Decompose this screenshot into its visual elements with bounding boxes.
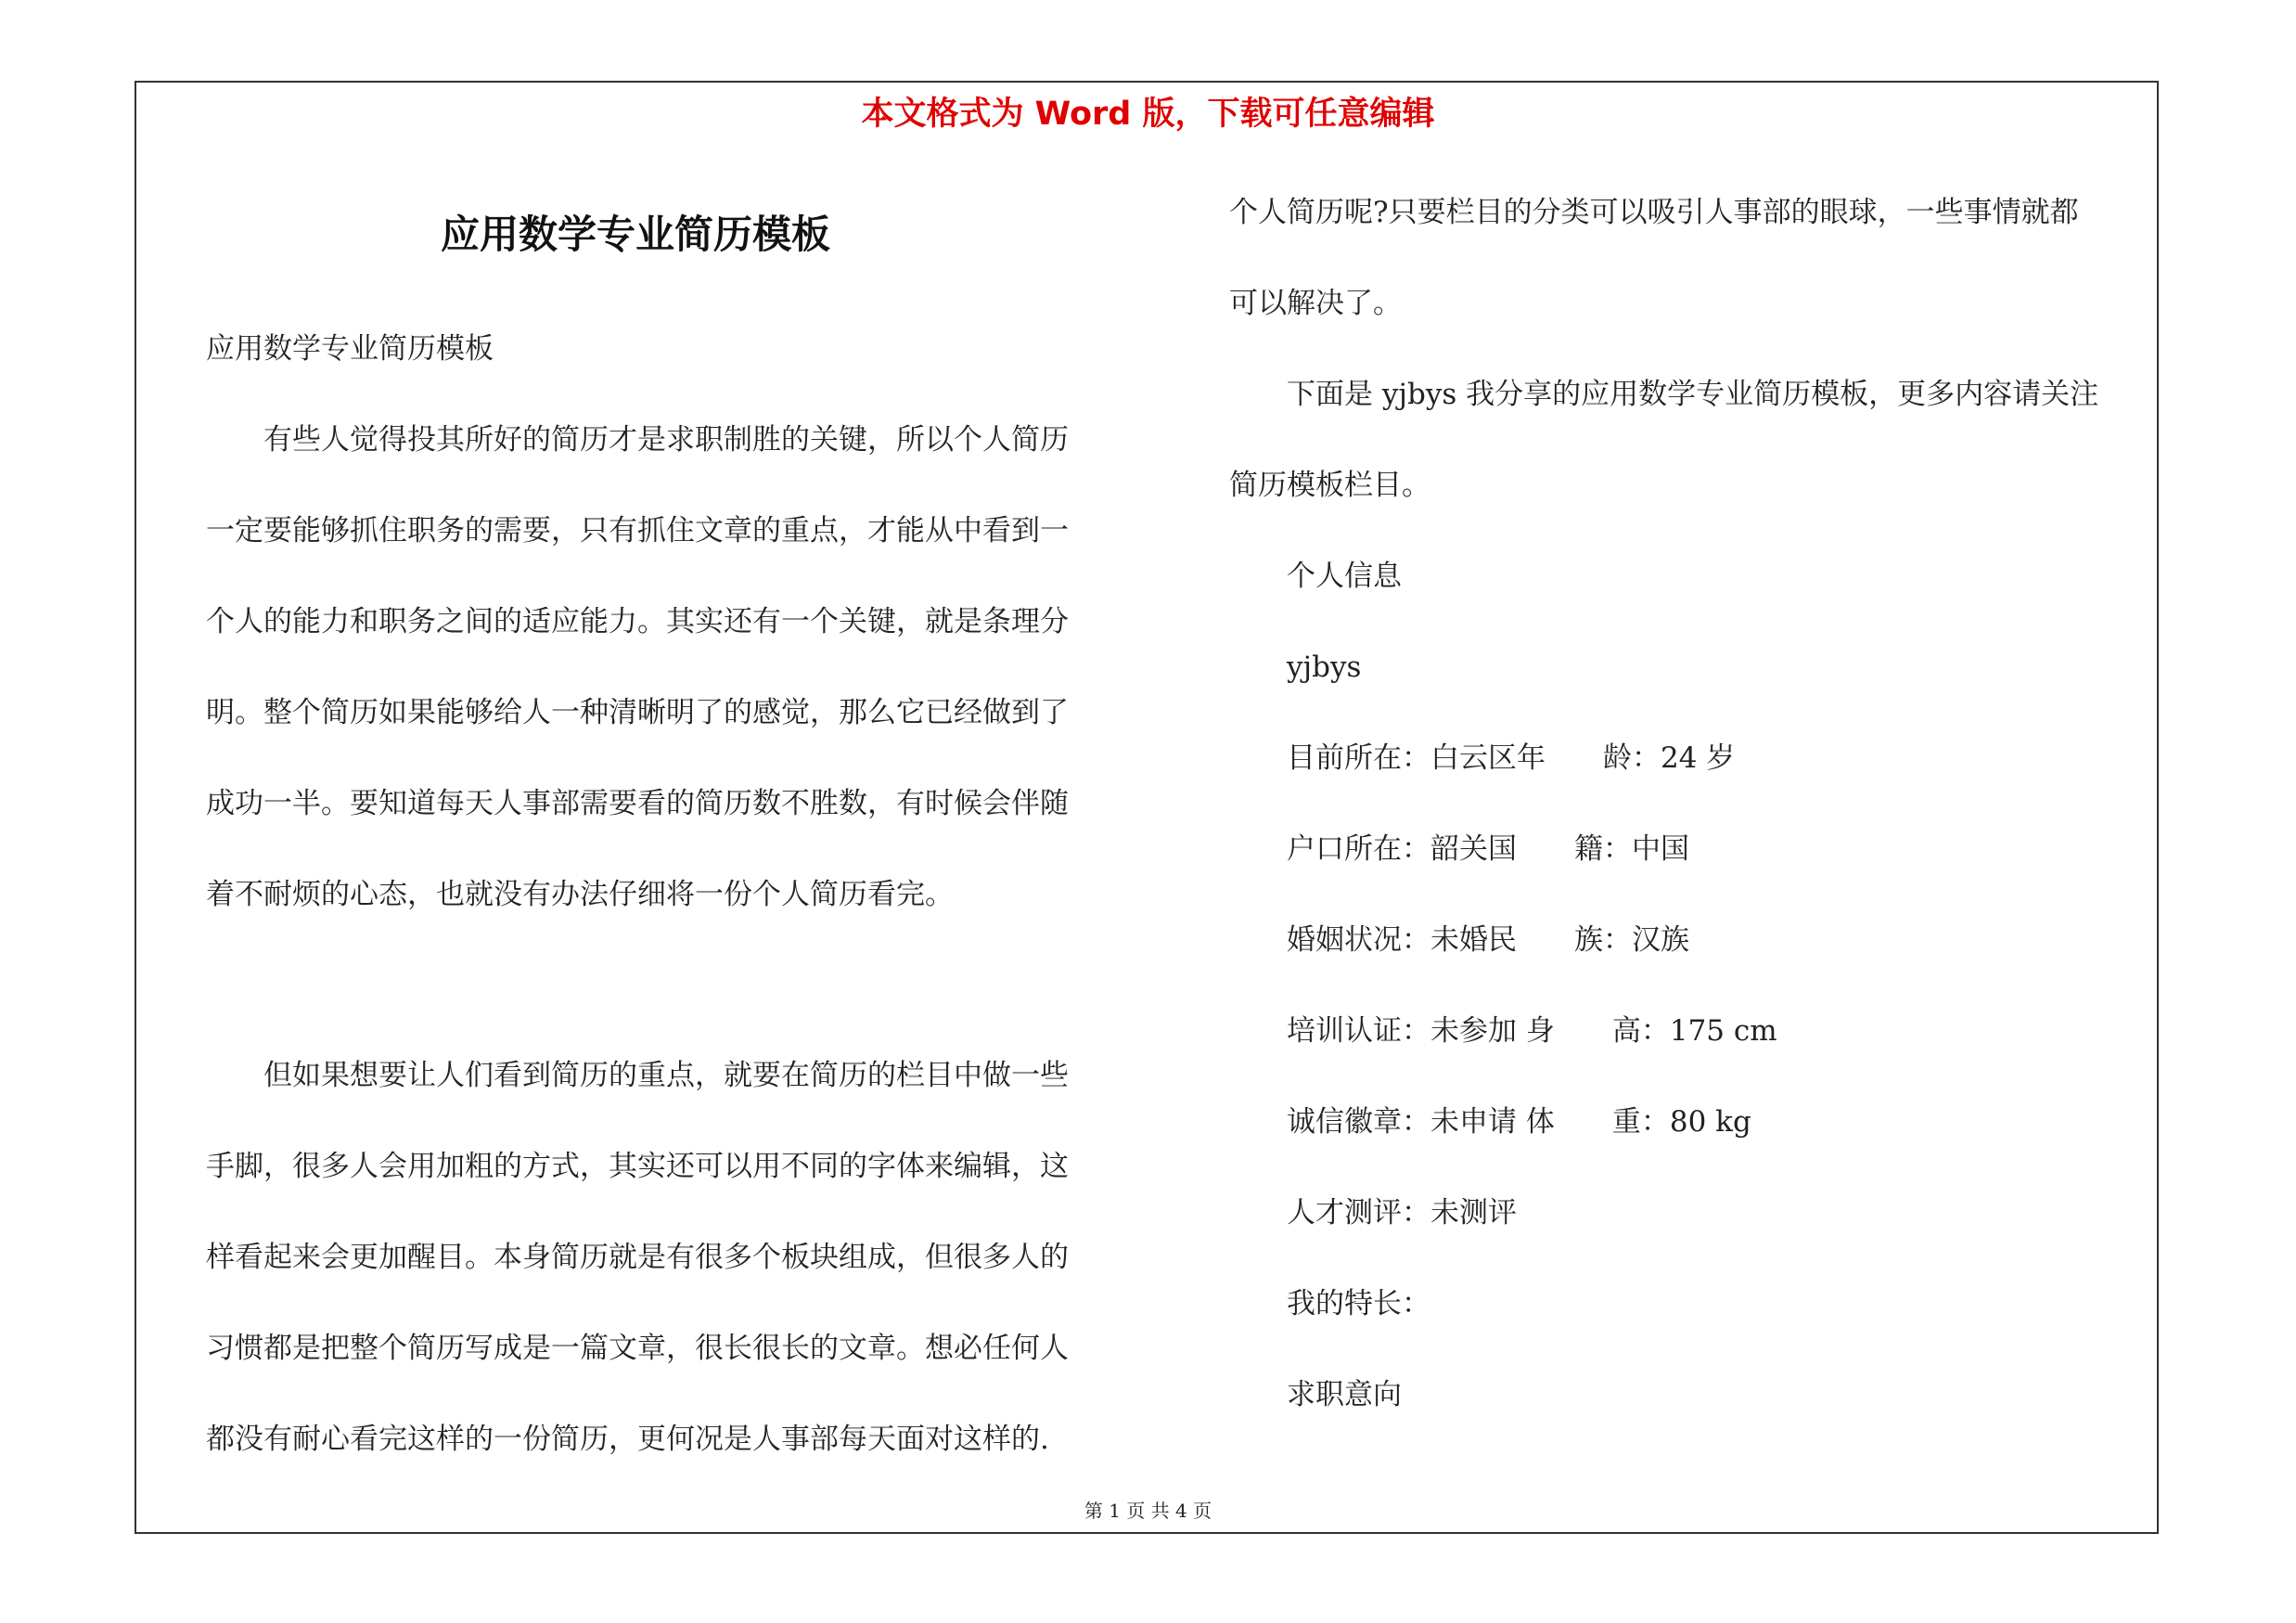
paragraph-line: 个人的能力和职务之间的适应能力。其实还有一个关键，就是条理分 bbox=[206, 605, 1069, 638]
paragraph-line: 下面是 yjbys 我分享的应用数学专业简历模板，更多内容请关注 bbox=[1287, 378, 2099, 411]
paragraph-line: 都没有耐心看完这样的一份简历，更何况是人事部每天面对这样的. bbox=[206, 1423, 1049, 1456]
info-line: 户口所在：韶关国 籍：中国 bbox=[1287, 832, 1689, 866]
paragraph-line: 可以解决了。 bbox=[1229, 287, 1402, 320]
info-line: 人才测评：未测评 bbox=[1287, 1196, 1517, 1230]
paragraph-line: 但如果想要让人们看到简历的重点，就要在简历的栏目中做一些 bbox=[263, 1059, 1069, 1092]
paragraph-line: 样看起来会更加醒目。本身简历就是有很多个板块组成，但很多人的 bbox=[206, 1241, 1069, 1274]
subtitle: 应用数学专业简历模板 bbox=[206, 332, 494, 366]
paragraph-line: 个人简历呢?只要栏目的分类可以吸引人事部的眼球，一些事情就都 bbox=[1229, 196, 2079, 229]
info-line: 诚信徽章：未申请 体 重：80 kg bbox=[1287, 1105, 1751, 1139]
left-column-second bbox=[206, 1030, 1124, 1485]
info-line: 婚姻状况：未婚民 族：汉族 bbox=[1287, 923, 1689, 957]
page-number: 第 1 页 共 4 页 bbox=[1084, 1500, 1212, 1522]
section-heading: 求职意向 bbox=[1287, 1378, 1402, 1411]
paragraph-line: 有些人觉得投其所好的简历才是求职制胜的关键，所以个人简历 bbox=[263, 423, 1069, 457]
paragraph-line: 成功一半。要知道每天人事部需要看的简历数不胜数，有时候会伴随 bbox=[206, 787, 1069, 820]
section-heading: 我的特长： bbox=[1287, 1287, 1430, 1320]
left-column bbox=[206, 303, 1124, 940]
paragraph-line: 习惯都是把整个简历写成是一篇文章，很长很长的文章。想必任何人 bbox=[206, 1332, 1069, 1365]
paragraph-line: 着不耐烦的心态，也就没有办法仔细将一份个人简历看完。 bbox=[206, 878, 954, 911]
document-title: 应用数学专业简历模板 bbox=[440, 212, 830, 257]
paragraph-line: 手脚，很多人会用加粗的方式，其实还可以用不同的字体来编辑，这 bbox=[206, 1150, 1069, 1183]
paragraph-line: 简历模板栏目。 bbox=[1229, 469, 1430, 502]
right-column bbox=[1229, 167, 2148, 1440]
info-line: 目前所在：白云区年 龄：24 岁 bbox=[1287, 741, 1736, 775]
info-line: 培训认证：未参加 身 高：175 cm bbox=[1287, 1014, 1777, 1048]
format-banner: 本文格式为 Word 版，下载可任意编辑 bbox=[861, 96, 1435, 133]
paragraph-line: 明。整个简历如果能够给人一种清晰明了的感觉，那么它已经做到了 bbox=[206, 696, 1069, 729]
paragraph-line: 一定要能够抓住职务的需要，只有抓住文章的重点，才能从中看到一 bbox=[206, 514, 1069, 547]
info-line: yjbys bbox=[1287, 650, 1362, 684]
section-heading: 个人信息 bbox=[1287, 560, 1402, 593]
